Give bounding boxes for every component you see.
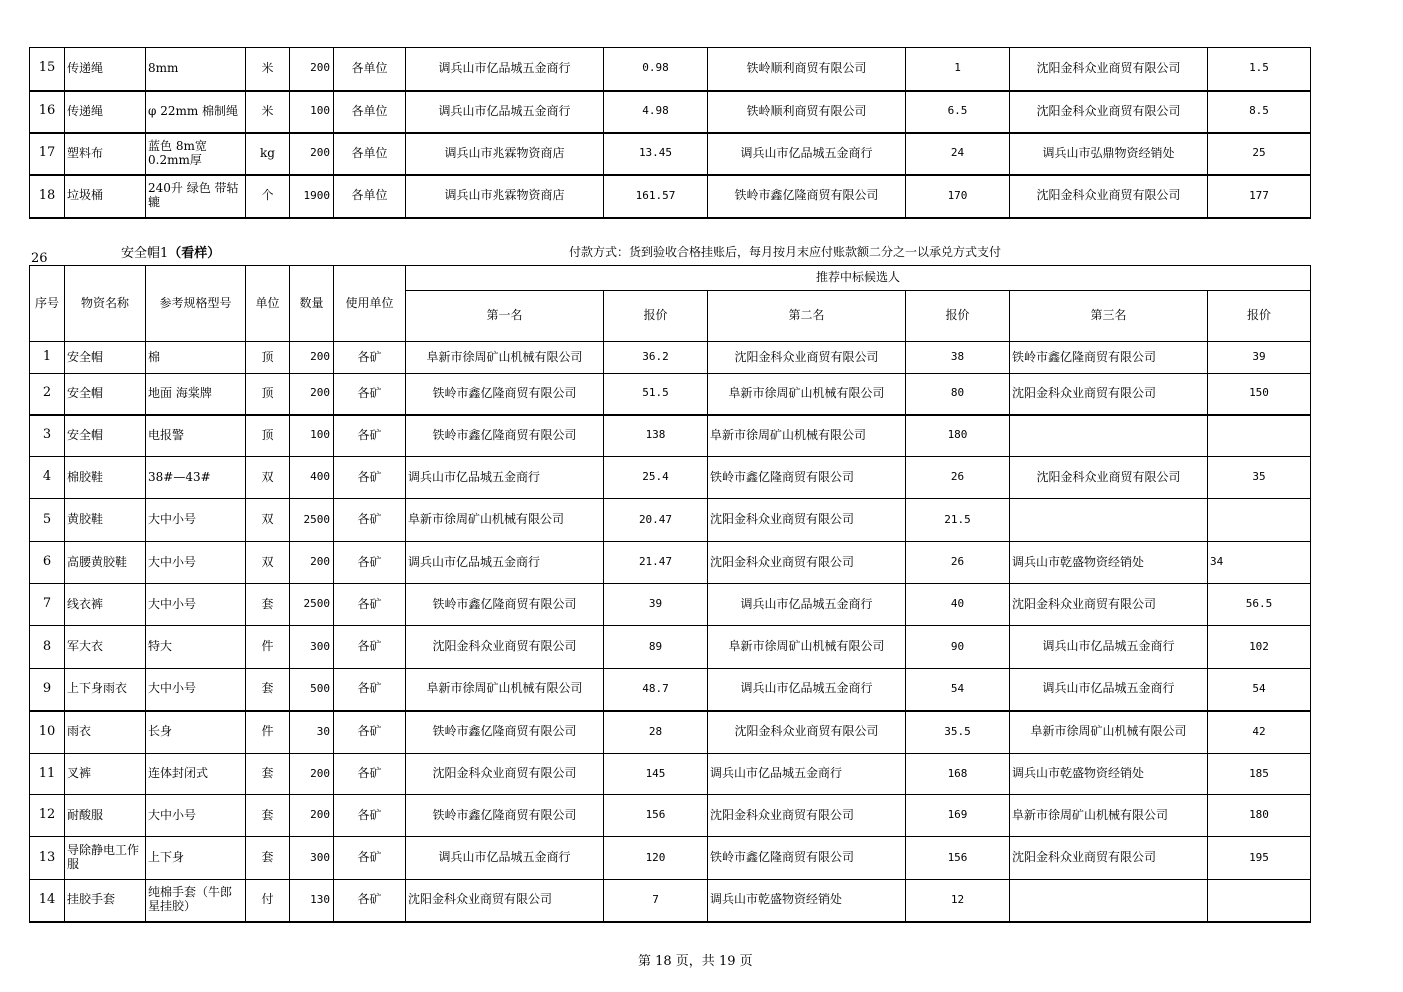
cell-user: 各单位 — [334, 48, 406, 91]
cell-name: 耐酸服 — [65, 795, 146, 837]
cell-qty: 30 — [290, 711, 334, 754]
cell-third — [1010, 880, 1208, 922]
cell-qty: 300 — [290, 837, 334, 880]
cell-p2: 1 — [906, 48, 1010, 91]
cell-spec: 240升 绿色 带轱辘 — [146, 175, 246, 218]
cell-unit: 套 — [246, 795, 290, 837]
cell-first: 调兵山市亿品城五金商行 — [406, 457, 604, 499]
table-row — [30, 342, 1311, 374]
cell-p3: 39 — [1208, 342, 1311, 374]
cell-spec: 长身 — [146, 711, 246, 754]
cell-user: 各矿 — [334, 342, 406, 374]
cell-third: 沈阳金科众业商贸有限公司 — [1010, 175, 1208, 218]
cell-name: 安全帽 — [65, 342, 146, 374]
items-table — [29, 265, 1311, 923]
header-spec: 参考规格型号 — [146, 266, 246, 342]
cell-p2: 180 — [906, 415, 1010, 457]
cell-qty: 100 — [290, 415, 334, 457]
cell-first: 铁岭市鑫亿隆商贸有限公司 — [406, 584, 604, 626]
cell-unit: 双 — [246, 457, 290, 499]
cell-second: 沈阳金科众业商贸有限公司 — [708, 795, 906, 837]
cell-first: 沈阳金科众业商贸有限公司 — [406, 626, 604, 669]
cell-name: 垃圾桶 — [65, 175, 146, 218]
cell-second: 调兵山市乾盛物资经销处 — [708, 880, 906, 922]
table-row — [30, 584, 1311, 626]
table-row — [30, 669, 1311, 711]
cell-p1: 120 — [604, 837, 708, 880]
cell-user: 各矿 — [334, 415, 406, 457]
cell-p3 — [1208, 880, 1311, 922]
cell-spec: φ 22mm 棉制绳 — [146, 91, 246, 133]
cell-third: 沈阳金科众业商贸有限公司 — [1010, 837, 1208, 880]
table-row — [30, 626, 1311, 669]
cell-unit: 付 — [246, 880, 290, 922]
cell-first: 阜新市徐周矿山机械有限公司 — [406, 499, 604, 542]
cell-first: 调兵山市亿品城五金商行 — [406, 48, 604, 91]
cell-unit: 套 — [246, 754, 290, 795]
cell-p1: 39 — [604, 584, 708, 626]
cell-unit: 双 — [246, 542, 290, 584]
cell-second: 沈阳金科众业商贸有限公司 — [708, 711, 906, 754]
cell-second: 铁岭市鑫亿隆商贸有限公司 — [708, 457, 906, 499]
cell-qty: 300 — [290, 626, 334, 669]
section-title-note: （看样） — [168, 246, 221, 261]
header-price3: 报价 — [1208, 291, 1311, 342]
cell-spec: 蓝色 8m宽 0.2mm厚 — [146, 133, 246, 175]
cell-p3: 180 — [1208, 795, 1311, 837]
table-row — [30, 754, 1311, 795]
cell-qty: 1900 — [290, 175, 334, 218]
cell-no: 8 — [30, 626, 65, 669]
table-row — [30, 48, 1311, 91]
cell-p1: 48.7 — [604, 669, 708, 711]
cell-user: 各矿 — [334, 837, 406, 880]
cell-no: 18 — [30, 175, 65, 218]
cell-second: 阜新市徐周矿山机械有限公司 — [708, 415, 906, 457]
cell-qty: 400 — [290, 457, 334, 499]
cell-third: 沈阳金科众业商贸有限公司 — [1010, 457, 1208, 499]
cell-p3: 8.5 — [1208, 91, 1311, 133]
cell-spec: 大中小号 — [146, 669, 246, 711]
cell-unit: 顶 — [246, 342, 290, 374]
cell-spec: 电报警 — [146, 415, 246, 457]
cell-second: 铁岭顺利商贸有限公司 — [708, 91, 906, 133]
cell-p3: 54 — [1208, 669, 1311, 711]
cell-p3: 56.5 — [1208, 584, 1311, 626]
cell-user: 各矿 — [334, 669, 406, 711]
cell-qty: 200 — [290, 133, 334, 175]
cell-spec: 纯棉手套（牛郎星挂胶） — [146, 880, 246, 922]
cell-p2: 169 — [906, 795, 1010, 837]
cell-user: 各矿 — [334, 542, 406, 584]
cell-first: 调兵山市亿品城五金商行 — [406, 91, 604, 133]
page-footer: 第 18 页，共 19 页 — [638, 954, 753, 969]
cell-no: 5 — [30, 499, 65, 542]
cell-unit: 套 — [246, 669, 290, 711]
section-title — [121, 242, 220, 261]
header-second: 第二名 — [708, 291, 906, 342]
cell-no: 2 — [30, 374, 65, 415]
cell-second: 调兵山市亿品城五金商行 — [708, 133, 906, 175]
cell-p2: 40 — [906, 584, 1010, 626]
cell-p1: 0.98 — [604, 48, 708, 91]
cell-spec: 8mm — [146, 48, 246, 91]
cell-name: 雨衣 — [65, 711, 146, 754]
cell-second: 阜新市徐周矿山机械有限公司 — [708, 626, 906, 669]
cell-unit: 顶 — [246, 374, 290, 415]
cell-unit: 件 — [246, 626, 290, 669]
cell-name: 军大衣 — [65, 626, 146, 669]
cell-no: 9 — [30, 669, 65, 711]
cell-spec: 大中小号 — [146, 584, 246, 626]
cell-name: 高腰黄胶鞋 — [65, 542, 146, 584]
cell-second: 调兵山市亿品城五金商行 — [708, 754, 906, 795]
cell-no: 4 — [30, 457, 65, 499]
cell-third — [1010, 499, 1208, 542]
cell-name: 叉裤 — [65, 754, 146, 795]
cell-p1: 7 — [604, 880, 708, 922]
cell-no: 17 — [30, 133, 65, 175]
cell-p1: 20.47 — [604, 499, 708, 542]
table-row — [30, 91, 1311, 133]
cell-unit: 顶 — [246, 415, 290, 457]
table-row — [30, 711, 1311, 754]
cell-p3: 42 — [1208, 711, 1311, 754]
cell-third: 调兵山市乾盛物资经销处 — [1010, 754, 1208, 795]
cell-p1: 145 — [604, 754, 708, 795]
cell-p1: 36.2 — [604, 342, 708, 374]
cell-third: 阜新市徐周矿山机械有限公司 — [1010, 711, 1208, 754]
cell-first: 沈阳金科众业商贸有限公司 — [406, 754, 604, 795]
cell-p3: 35 — [1208, 457, 1311, 499]
cell-name: 传递绳 — [65, 91, 146, 133]
cell-third: 铁岭市鑫亿隆商贸有限公司 — [1010, 342, 1208, 374]
cell-user: 各矿 — [334, 374, 406, 415]
cell-p2: 21.5 — [906, 499, 1010, 542]
cell-second: 沈阳金科众业商贸有限公司 — [708, 342, 906, 374]
cell-first: 阜新市徐周矿山机械有限公司 — [406, 669, 604, 711]
cell-user: 各单位 — [334, 91, 406, 133]
cell-name: 导除静电工作服 — [65, 837, 146, 880]
cell-user: 各矿 — [334, 795, 406, 837]
cell-unit: 双 — [246, 499, 290, 542]
cell-first: 阜新市徐周矿山机械有限公司 — [406, 342, 604, 374]
cell-first: 调兵山市亿品城五金商行 — [406, 542, 604, 584]
cell-unit: 件 — [246, 711, 290, 754]
cell-qty: 130 — [290, 880, 334, 922]
cell-p3 — [1208, 499, 1311, 542]
cell-third: 阜新市徐周矿山机械有限公司 — [1010, 795, 1208, 837]
table-row — [30, 880, 1311, 922]
cell-p3: 102 — [1208, 626, 1311, 669]
cell-first: 铁岭市鑫亿隆商贸有限公司 — [406, 415, 604, 457]
cell-user: 各单位 — [334, 133, 406, 175]
cell-spec: 特大 — [146, 626, 246, 669]
cell-third: 调兵山市乾盛物资经销处 — [1010, 542, 1208, 584]
cell-no: 14 — [30, 880, 65, 922]
cell-p3: 34 — [1208, 542, 1311, 584]
table-row — [30, 457, 1311, 499]
cell-unit: kg — [246, 133, 290, 175]
payment-terms: 付款方式：货到验收合格挂账后，每月按月末应付账款额二分之一以承兑方式支付 — [569, 245, 1002, 259]
cell-third: 沈阳金科众业商贸有限公司 — [1010, 374, 1208, 415]
cell-qty: 200 — [290, 48, 334, 91]
cell-first: 铁岭市鑫亿隆商贸有限公司 — [406, 711, 604, 754]
cell-unit: 个 — [246, 175, 290, 218]
table-row — [30, 795, 1311, 837]
header-qty: 数量 — [290, 266, 334, 342]
cell-p2: 12 — [906, 880, 1010, 922]
cell-qty: 2500 — [290, 499, 334, 542]
cell-second: 铁岭顺利商贸有限公司 — [708, 48, 906, 91]
header-unit: 单位 — [246, 266, 290, 342]
cell-third — [1010, 415, 1208, 457]
cell-user: 各矿 — [334, 880, 406, 922]
cell-p3: 25 — [1208, 133, 1311, 175]
cell-first: 调兵山市兆霖物资商店 — [406, 175, 604, 218]
cell-p1: 28 — [604, 711, 708, 754]
cell-p3: 1.5 — [1208, 48, 1311, 91]
cell-name: 安全帽 — [65, 415, 146, 457]
cell-p2: 54 — [906, 669, 1010, 711]
cell-user: 各矿 — [334, 457, 406, 499]
table-row — [30, 542, 1311, 584]
cell-second: 沈阳金科众业商贸有限公司 — [708, 542, 906, 584]
cell-spec: 38#—43# — [146, 457, 246, 499]
table-row — [30, 374, 1311, 415]
cell-no: 12 — [30, 795, 65, 837]
cell-p1: 156 — [604, 795, 708, 837]
cell-third: 调兵山市亿品城五金商行 — [1010, 626, 1208, 669]
cell-p2: 35.5 — [906, 711, 1010, 754]
cell-name: 安全帽 — [65, 374, 146, 415]
cell-p1: 138 — [604, 415, 708, 457]
cell-no: 1 — [30, 342, 65, 374]
cell-spec: 地面 海棠牌 — [146, 374, 246, 415]
cell-user: 各矿 — [334, 499, 406, 542]
header-price2: 报价 — [906, 291, 1010, 342]
header-name: 物资名称 — [65, 266, 146, 342]
cell-p1: 4.98 — [604, 91, 708, 133]
cell-p2: 26 — [906, 542, 1010, 584]
cell-no: 15 — [30, 48, 65, 91]
table-row — [30, 415, 1311, 457]
cell-first: 调兵山市亿品城五金商行 — [406, 837, 604, 880]
cell-no: 16 — [30, 91, 65, 133]
cell-p2: 26 — [906, 457, 1010, 499]
cell-second: 铁岭市鑫亿隆商贸有限公司 — [708, 837, 906, 880]
cell-p3: 185 — [1208, 754, 1311, 795]
cell-spec: 大中小号 — [146, 542, 246, 584]
cell-no: 11 — [30, 754, 65, 795]
cell-unit: 米 — [246, 91, 290, 133]
cell-second: 阜新市徐周矿山机械有限公司 — [708, 374, 906, 415]
cell-p2: 170 — [906, 175, 1010, 218]
cell-no: 6 — [30, 542, 65, 584]
cell-p3: 177 — [1208, 175, 1311, 218]
cell-unit: 米 — [246, 48, 290, 91]
cell-p2: 38 — [906, 342, 1010, 374]
cell-third: 沈阳金科众业商贸有限公司 — [1010, 48, 1208, 91]
cell-p1: 13.45 — [604, 133, 708, 175]
cell-name: 棉胶鞋 — [65, 457, 146, 499]
cell-spec: 大中小号 — [146, 795, 246, 837]
section-index: 26 — [31, 251, 48, 266]
cell-user: 各矿 — [334, 711, 406, 754]
cell-p3 — [1208, 415, 1311, 457]
header-no: 序号 — [30, 266, 65, 342]
cell-qty: 100 — [290, 91, 334, 133]
cell-qty: 500 — [290, 669, 334, 711]
cell-qty: 200 — [290, 795, 334, 837]
cell-p3: 150 — [1208, 374, 1311, 415]
cell-p3: 195 — [1208, 837, 1311, 880]
cell-qty: 200 — [290, 754, 334, 795]
table-row — [30, 175, 1311, 218]
header-price1: 报价 — [604, 291, 708, 342]
header-first: 第一名 — [406, 291, 604, 342]
cell-qty: 200 — [290, 342, 334, 374]
cell-first: 铁岭市鑫亿隆商贸有限公司 — [406, 374, 604, 415]
cell-first: 沈阳金科众业商贸有限公司 — [406, 880, 604, 922]
cell-first: 铁岭市鑫亿隆商贸有限公司 — [406, 795, 604, 837]
cell-p1: 161.57 — [604, 175, 708, 218]
cell-p1: 25.4 — [604, 457, 708, 499]
cell-second: 调兵山市亿品城五金商行 — [708, 669, 906, 711]
table-row — [30, 837, 1311, 880]
cell-user: 各矿 — [334, 584, 406, 626]
header-user: 使用单位 — [334, 266, 406, 342]
table-row — [30, 133, 1311, 175]
cell-p1: 89 — [604, 626, 708, 669]
cell-name: 塑料布 — [65, 133, 146, 175]
cell-unit: 套 — [246, 584, 290, 626]
cell-name: 黄胶鞋 — [65, 499, 146, 542]
cell-third: 沈阳金科众业商贸有限公司 — [1010, 91, 1208, 133]
cell-no: 10 — [30, 711, 65, 754]
header-recommend: 推荐中标候选人 — [406, 266, 1311, 291]
cell-spec: 上下身 — [146, 837, 246, 880]
cell-p2: 168 — [906, 754, 1010, 795]
cell-user: 各矿 — [334, 754, 406, 795]
cell-user: 各单位 — [334, 175, 406, 218]
cell-spec: 连体封闭式 — [146, 754, 246, 795]
cell-p1: 21.47 — [604, 542, 708, 584]
cell-unit: 套 — [246, 837, 290, 880]
cell-qty: 200 — [290, 374, 334, 415]
cell-qty: 200 — [290, 542, 334, 584]
cell-p2: 90 — [906, 626, 1010, 669]
cell-no: 3 — [30, 415, 65, 457]
cell-no: 7 — [30, 584, 65, 626]
cell-name: 线衣裤 — [65, 584, 146, 626]
cell-first: 调兵山市兆霖物资商店 — [406, 133, 604, 175]
cell-name: 传递绳 — [65, 48, 146, 91]
cell-p2: 24 — [906, 133, 1010, 175]
cell-second: 调兵山市亿品城五金商行 — [708, 584, 906, 626]
cell-name: 挂胶手套 — [65, 880, 146, 922]
cell-spec: 棉 — [146, 342, 246, 374]
top-items-table — [29, 47, 1311, 219]
cell-spec: 大中小号 — [146, 499, 246, 542]
cell-third: 调兵山市亿品城五金商行 — [1010, 669, 1208, 711]
cell-second: 沈阳金科众业商贸有限公司 — [708, 499, 906, 542]
section-title-text: 安全帽1 — [121, 246, 169, 261]
cell-no: 13 — [30, 837, 65, 880]
header-third: 第三名 — [1010, 291, 1208, 342]
cell-p2: 6.5 — [906, 91, 1010, 133]
cell-qty: 2500 — [290, 584, 334, 626]
cell-user: 各矿 — [334, 626, 406, 669]
cell-third: 调兵山市弘鼎物资经销处 — [1010, 133, 1208, 175]
cell-second: 铁岭市鑫亿隆商贸有限公司 — [708, 175, 906, 218]
table-row — [30, 499, 1311, 542]
cell-p2: 80 — [906, 374, 1010, 415]
cell-third: 沈阳金科众业商贸有限公司 — [1010, 584, 1208, 626]
cell-name: 上下身雨衣 — [65, 669, 146, 711]
cell-p2: 156 — [906, 837, 1010, 880]
cell-p1: 51.5 — [604, 374, 708, 415]
